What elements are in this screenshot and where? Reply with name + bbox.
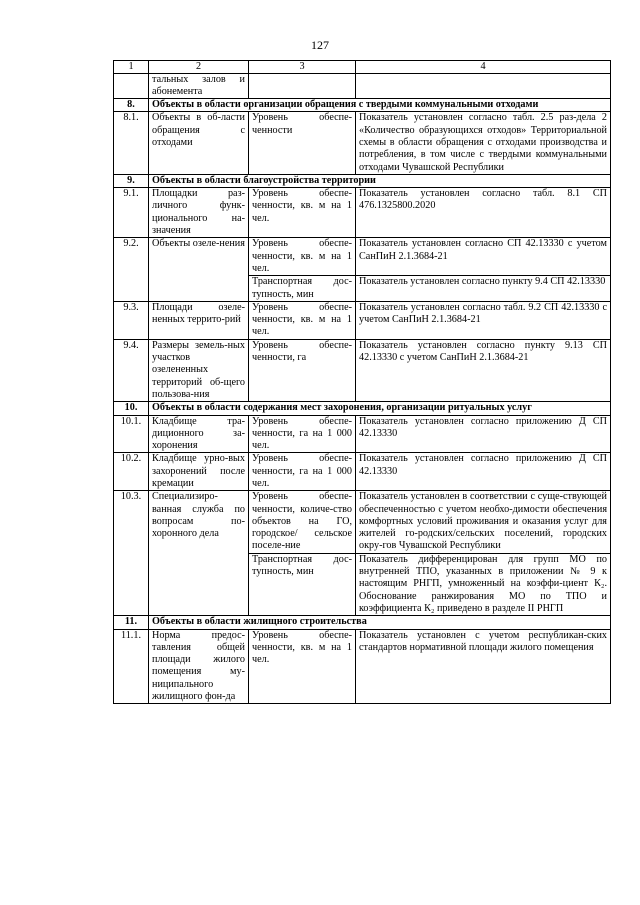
table-row	[114, 339, 611, 401]
item-number: 10.2.	[114, 453, 149, 491]
item-number: 10.3.	[114, 491, 149, 616]
item-number: 9.4.	[114, 339, 149, 401]
justification-note: Показатель установлен согласно пункту 9.13 СП 42.13330 с учетом СанПиН 2.1.3684-21	[356, 339, 611, 401]
object-type: Специализиро-ванная служба по вопросам по-хоронного дела	[149, 491, 249, 616]
table-row	[114, 112, 611, 174]
item-number: 11.1.	[114, 629, 149, 704]
section-number: 9.	[114, 174, 149, 187]
section-row	[114, 174, 611, 187]
justification-note: Показатель установлен согласно табл. 2.5 раз-дела 2 «Количество образующихся отходов» Территориальной схемы в области обращения с отходами производства и потребления, в том числе с твердыми коммунальными отходами Чувашской Республики	[356, 112, 611, 174]
indicator: Уровень обеспе-ченности, количе-ство объектов на ГО, городское/ сельское поселе-ние	[249, 491, 356, 553]
justification-note: Показатель установлен согласно приложению Д СП 42.13330	[356, 453, 611, 491]
object-type: Норма предос-тавления общей площади жилого помещения му-ниципального жилищного фон-да	[149, 629, 249, 704]
object-type: Кладбище урно-вых захоронений после кремации	[149, 453, 249, 491]
section-title: Объекты в области благоустройства территории	[149, 174, 611, 187]
column-number-row	[114, 61, 611, 74]
table-row	[114, 73, 611, 99]
indicator: Транспортная дос-тупность, мин	[249, 276, 356, 302]
justification-note: Показатель установлен согласно приложению Д СП 42.13330	[356, 415, 611, 453]
object-type: Объекты озеле-нения	[149, 238, 249, 301]
normative-table	[113, 60, 611, 704]
justification-note: Показатель установлен согласно табл. 8.1 СП 476.1325800.2020	[356, 188, 611, 238]
object-type: Площади озеле-ненных террито-рий	[149, 301, 249, 339]
item-number: 9.3.	[114, 301, 149, 339]
object-type: Площадки раз-личного функ-ционального на-значения	[149, 188, 249, 238]
justification-note: Показатель установлен согласно табл. 9.2 СП 42.13330 с учетом СанПиН 2.1.3684-21	[356, 301, 611, 339]
table-row	[114, 188, 611, 238]
section-number: 11.	[114, 616, 149, 629]
table-row	[114, 629, 611, 704]
section-row	[114, 616, 611, 629]
object-type: Объекты в об-ласти обращения с отходами	[149, 112, 249, 174]
page-number: 127	[311, 38, 329, 52]
section-title: Объекты в области организации обращения с твердыми коммунальными отходами	[149, 99, 611, 112]
justification-note: Показатель установлен с учетом республикан-ских стандартов нормативной площади жилого помещения	[356, 629, 611, 704]
object-type: Размеры земель-ных участков озелененных территорий об-щего пользова-ния	[149, 339, 249, 401]
indicator	[249, 73, 356, 99]
indicator: Транспортная дос-тупность, мин	[249, 553, 356, 615]
table-row	[114, 415, 611, 453]
section-title: Объекты в области содержания мест захоронения, организации ритуальных услуг	[149, 402, 611, 415]
table-row	[114, 453, 611, 491]
justification-note: Показатель дифференцирован для групп МО по внутренней ТПО, указанных в приложении № 9 к настоящим РНГП, умноженный на коэффи-циент К₂. Обоснование ранжирования МО по ТПО и коэффициента К₂ приведено в разделе II РНГП	[356, 553, 611, 615]
column-number: 4	[356, 61, 611, 74]
column-number: 3	[249, 61, 356, 74]
object-type: тальных залов и абонемента	[149, 73, 249, 99]
item-number: 8.1.	[114, 112, 149, 174]
column-number: 2	[149, 61, 249, 74]
section-title: Объекты в области жилищного строительства	[149, 616, 611, 629]
justification-note: Показатель установлен согласно пункту 9.4 СП 42.13330	[356, 276, 611, 302]
section-number: 10.	[114, 402, 149, 415]
section-row	[114, 99, 611, 112]
indicator: Уровень обеспе-ченности, кв. м на 1 чел.	[249, 629, 356, 704]
justification-note: Показатель установлен согласно СП 42.13330 с учетом СанПиН 2.1.3684-21	[356, 238, 611, 276]
indicator: Уровень обеспе-ченности	[249, 112, 356, 174]
column-number: 1	[114, 61, 149, 74]
item-number: 10.1.	[114, 415, 149, 453]
section-row	[114, 402, 611, 415]
item-number	[114, 73, 149, 99]
justification-note: Показатель установлен в соответствии с суще-ствующей обеспеченностью с учетом необхо-димости обеспечения комфортных условий проживания и оказания услуг для жителей го-родских/сельских поселений, городских окру-гов Чувашской Республики	[356, 491, 611, 553]
table-row	[114, 491, 611, 553]
table-row	[114, 238, 611, 276]
table-body	[114, 61, 611, 704]
object-type: Кладбище тра-диционного за-хоронения	[149, 415, 249, 453]
justification-note	[356, 73, 611, 99]
indicator: Уровень обеспе-ченности, га	[249, 339, 356, 401]
table-row	[114, 301, 611, 339]
indicator: Уровень обеспе-ченности, кв. м на 1 чел.	[249, 301, 356, 339]
indicator: Уровень обеспе-ченности, кв. м на 1 чел.	[249, 238, 356, 276]
indicator: Уровень обеспе-ченности, га на 1 000 чел.	[249, 415, 356, 453]
item-number: 9.2.	[114, 238, 149, 301]
section-number: 8.	[114, 99, 149, 112]
item-number: 9.1.	[114, 188, 149, 238]
indicator: Уровень обеспе-ченности, кв. м на 1 чел.	[249, 188, 356, 238]
indicator: Уровень обеспе-ченности, га на 1 000 чел.	[249, 453, 356, 491]
